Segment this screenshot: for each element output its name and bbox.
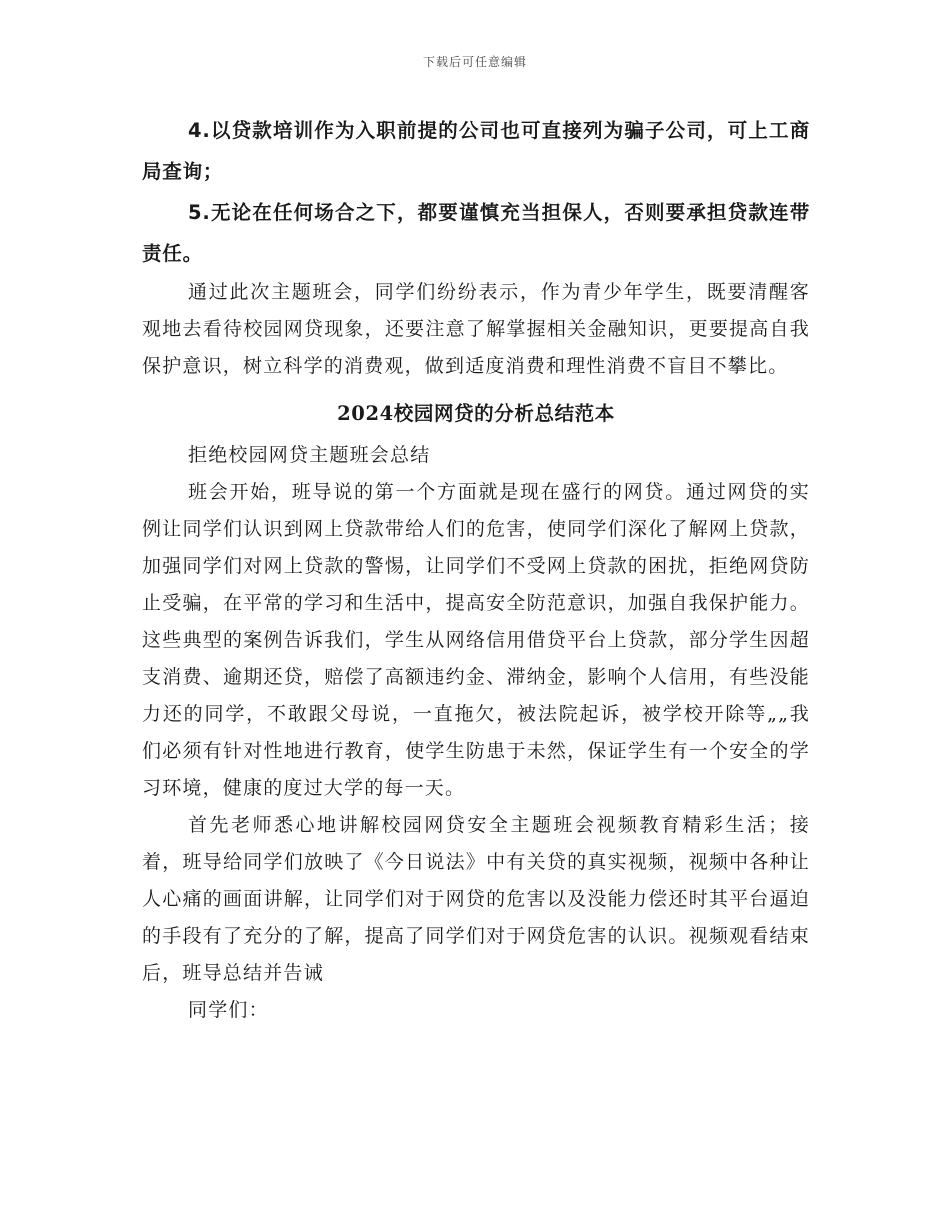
page-header: 下载后可任意编辑: [422, 55, 527, 69]
body-paragraph-3: 同学们：: [188, 999, 269, 1021]
document-body: [142, 110, 810, 1029]
warning-item-4: 4.以贷款培训作为入职前提的公司也可直接列为骗子公司，可上工商局查询；: [142, 119, 810, 183]
body-paragraph-2: 首先老师悉心地讲解校园网贷安全主题班会视频教育精彩生活；接着，班导给同学们放映了《今日说法》中有关贷的真实视频，视频中各种让人心痛的画面讲解，让同学们对于网贷的危害以及没能力偿还时其平台逼迫的手段有了充分的了解，提高了同学们对于网贷危害的认识。视频观看结束后，班导总结并告诫: [142, 814, 810, 984]
section-title: 2024校园网贷的分析总结范本: [337, 402, 615, 425]
conclusion-paragraph: 通过此次主题班会，同学们纷纷表示，作为青少年学生，既要清醒客观地去看待校园网贷现象，还要注意了解掌握相关金融知识，更要提高自我保护意识，树立科学的消费观，做到适度消费和理性消费不盲目不攀比。: [142, 281, 810, 377]
body-paragraph-1: 班会开始，班导说的第一个方面就是现在盛行的网贷。通过网贷的实例让同学们认识到网上贷款带给人们的危害，使同学们深化了解网上贷款，加强同学们对网上贷款的警惕，让同学们不受网上贷款的困扰，拒绝网贷防止受骗，在平常的学习和生活中，提高安全防范意识，加强自我保护能力。这些典型的案例告诉我们，学生从网络信用借贷平台上贷款，部分学生因超支消费、逾期还贷，赔偿了高额违约金、滞纳金，影响个人信用，有些没能力还的同学，不敢跟父母说，一直拖欠，被法院起诉，被学校开除等„„我们必须有针对性地进行教育，使学生防患于未然，保证学生有一个安全的学习环境，健康的度过大学的每一天。: [142, 481, 810, 799]
warning-item-5: 5.无论在任何场合之下，都要谨慎充当担保人，否则要承担贷款连带责任。: [142, 201, 810, 265]
subtitle: 拒绝校园网贷主题班会总结: [188, 444, 431, 466]
